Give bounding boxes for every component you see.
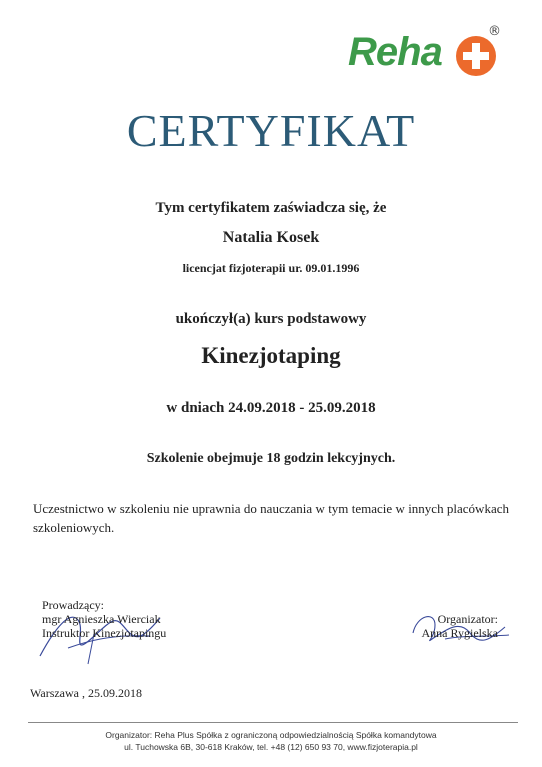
recipient-credential: licencjat fizjoterapii ur. 09.01.1996 [182, 261, 360, 275]
course-dates: w dniach 24.09.2018 - 25.09.2018 [166, 400, 376, 416]
completion-text: ukończył(a) kurs podstawowy [175, 311, 367, 327]
plus-icon [456, 36, 496, 76]
place-date: Warszawa , 25.09.2018 [30, 686, 143, 700]
instructor-block [42, 598, 166, 640]
logo [348, 26, 520, 78]
instructor-heading: Prowadzący: [42, 598, 104, 612]
intro-text: Tym certyfikatem zaświadcza się, że [155, 200, 387, 216]
course-name: Kinezjotaping [201, 343, 341, 368]
organizer-block [421, 612, 498, 640]
logo-text: Reha [348, 30, 442, 74]
organizer-heading: Organizator: [437, 612, 498, 626]
disclaimer-note: Uczestnictwo w szkoleniu nie uprawnia do nauczania w tym temacie w innych placówkach szkoleniowych. [33, 501, 509, 535]
footer-line-2: ul. Tuchowska 6B, 30-618 Kraków, tel. +48 (12) 650 93 70, www.fizjoterapia.pl [124, 742, 418, 752]
instructor-name: mgr Agnieszka Wierciak [42, 612, 161, 626]
recipient-name: Natalia Kosek [222, 229, 320, 246]
footer-line-1: Organizator: Reha Plus Spółka z ograniczoną odpowiedzialnością Spółka komandytowa [105, 730, 437, 740]
instructor-role: Instruktor Kinezjotapingu [42, 626, 167, 640]
organizer-name: Anna Rygielska [421, 626, 498, 640]
certificate-title: CERTYFIKAT [126, 105, 416, 156]
course-hours: Szkolenie obejmuje 18 godzin lekcyjnych. [146, 451, 396, 466]
footer [0, 729, 542, 753]
registered-mark: ® [488, 24, 501, 39]
footer-divider [28, 722, 518, 723]
